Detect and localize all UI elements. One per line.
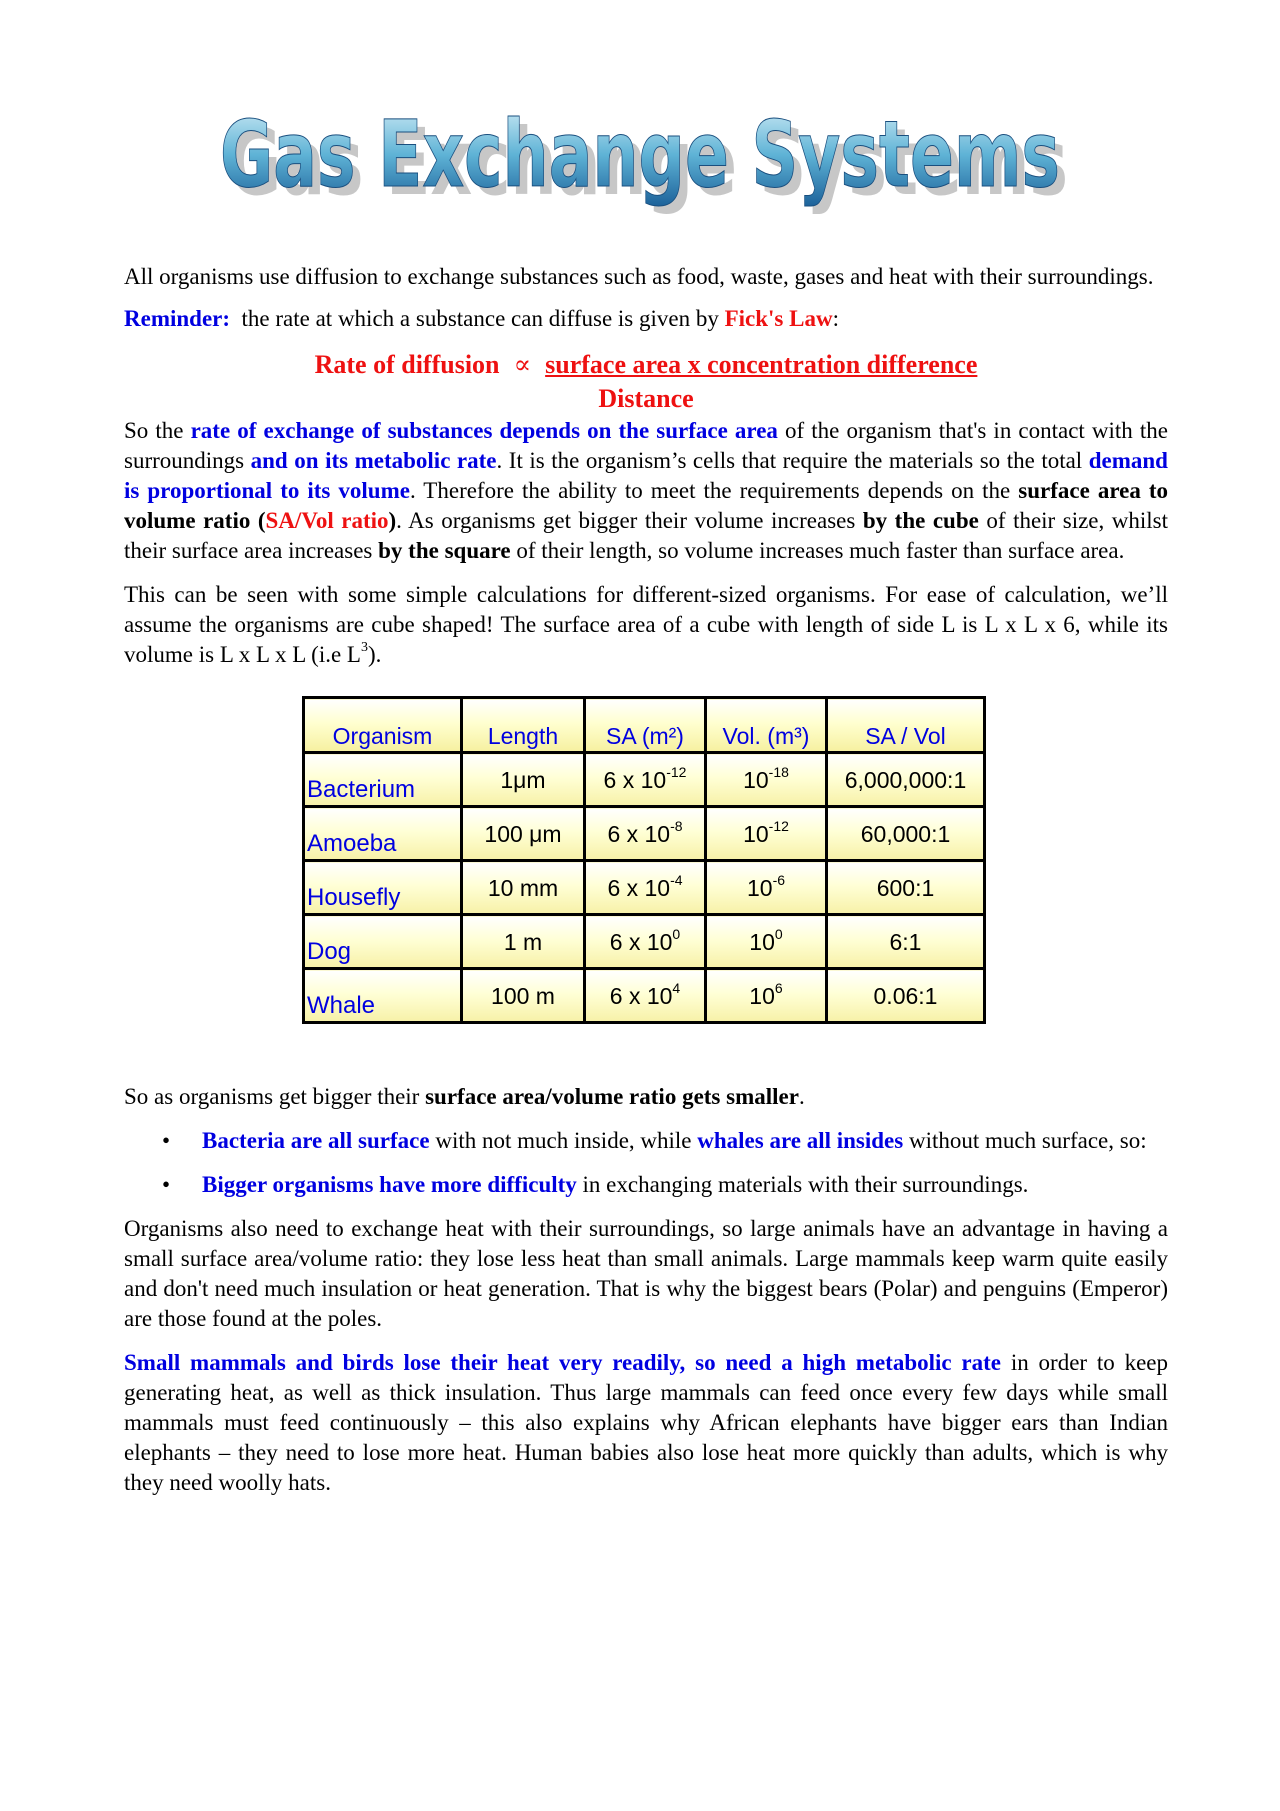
header-organism: Organism [304, 698, 462, 753]
vol-cell: $10^{-12}$ [706, 807, 827, 861]
calculation-paragraph: This can be seen with some simple calculations for different-sized organisms. For ease of calculation, we’ll assume the organisms are cube shaped! The surface area of a cube with length of side L is L x L x 6, while its volume is L x L x L (i.e $L^3$). [124, 582, 1168, 667]
heat-paragraph: Organisms also need to exchange heat with their surroundings, so large animals have an advantage in having a small surface area/volume ratio: they lose less heat than small animals. Large mammals keep warm quite easily and don't need much insulation or heat generation. That is why the biggest bears (Polar) and penguins (Emperor) are those found at the poles. [124, 1216, 1168, 1331]
exchange-paragraph: So the rate of exchange of substances depends on the surface area of the organism that's in contact with the surroundings and on its metabolic rate. It is the organism’s cells that require the materials so the total demand is proportional to its volume. Therefore the ability to meet the requirements depends on the surface area to volume ratio (SA/Vol ratio). As organisms get bigger their volume increases by the cube of their size, whilst their surface area increases by the square of their length, so volume increases much faster than surface area. [124, 418, 1169, 563]
vol-cell: $10^{-18}$ [706, 753, 827, 807]
bullet-icon: • [162, 1172, 171, 1197]
reminder-paragraph: Reminder: the rate at which a substance can diffuse is given by Fick's Law: [124, 306, 839, 331]
organism-cell: Dog [304, 915, 462, 969]
formula-numerator: surface area x concentration difference [545, 350, 978, 379]
header-length: Length [462, 698, 585, 753]
ratio-cell: 0.06:1 [827, 969, 985, 1023]
vol-cell: $10^0$ [706, 915, 827, 969]
page-title [200, 82, 1080, 232]
table-row [304, 861, 985, 915]
list-item: • Bigger organisms have more difficulty in exchanging materials with their surroundings. [202, 1170, 1168, 1200]
bullet-icon: • [162, 1128, 171, 1153]
list-item: • Bacteria are all surface with not much inside, while whales are all insides without much surface, so: [202, 1126, 1168, 1156]
organism-cell: Housefly [304, 861, 462, 915]
ratio-cell: 6:1 [827, 915, 985, 969]
bullet-list [124, 1126, 1168, 1200]
ficks-law: Fick's Law [724, 306, 833, 331]
document-body [124, 262, 1168, 1498]
sa-cell: 6 x $10^{-8}$ [585, 807, 706, 861]
ratio-cell: 600:1 [827, 861, 985, 915]
vol-cell: $10^6$ [706, 969, 827, 1023]
summary-paragraph: So as organisms get bigger their surface area/volume ratio gets smaller. [124, 1084, 805, 1109]
small-mammals-paragraph: Small mammals and birds lose their heat very readily, so need a high metabolic rate in order to keep generating heat, as well as thick insulation. Thus large mammals can feed once every few days while small mammals must feed continuously – this also explains why African elephants have bigger ears than Indian elephants – they need to lose more heat. Human babies also lose heat more quickly than adults, which is why they need woolly hats. [124, 1350, 1169, 1495]
length-cell: 100 μm [462, 807, 585, 861]
table-header-row [304, 698, 985, 753]
sa-cell: 6 x $10^{-12}$ [585, 753, 706, 807]
ficks-law-formula [124, 348, 1168, 416]
sa-cell: 6 x $10^{-4}$ [585, 861, 706, 915]
title-text: Gas Exchange Systems [220, 101, 1060, 208]
table-row [304, 807, 985, 861]
sa-vol-table [302, 696, 986, 1024]
organism-cell: Whale [304, 969, 462, 1023]
table-row [304, 969, 985, 1023]
header-ratio: SA / Vol [827, 698, 985, 753]
ratio-cell: 6,000,000:1 [827, 753, 985, 807]
organism-cell: Amoeba [304, 807, 462, 861]
table-row [304, 753, 985, 807]
intro-paragraph: All organisms use diffusion to exchange substances such as food, waste, gases and heat with their surroundings. [124, 264, 1154, 289]
table-row [304, 915, 985, 969]
reminder-label: Reminder: [124, 306, 231, 331]
length-cell: 1 m [462, 915, 585, 969]
length-cell: 1μm [462, 753, 585, 807]
header-vol: Vol. (m³) [706, 698, 827, 753]
sa-cell: 6 x $10^4$ [585, 969, 706, 1023]
length-cell: 100 m [462, 969, 585, 1023]
ratio-cell: 60,000:1 [827, 807, 985, 861]
length-cell: 10 mm [462, 861, 585, 915]
sa-cell: 6 x $10^0$ [585, 915, 706, 969]
header-sa: SA (m²) [585, 698, 706, 753]
vol-cell: $10^{-6}$ [706, 861, 827, 915]
proportional-symbol: ∝ [513, 350, 532, 379]
title-shadow: Gas Exchange Systems [228, 109, 1068, 216]
organism-cell: Bacterium [304, 753, 462, 807]
formula-lhs: Rate of diffusion [314, 350, 500, 379]
formula-denominator: Distance [598, 384, 694, 413]
